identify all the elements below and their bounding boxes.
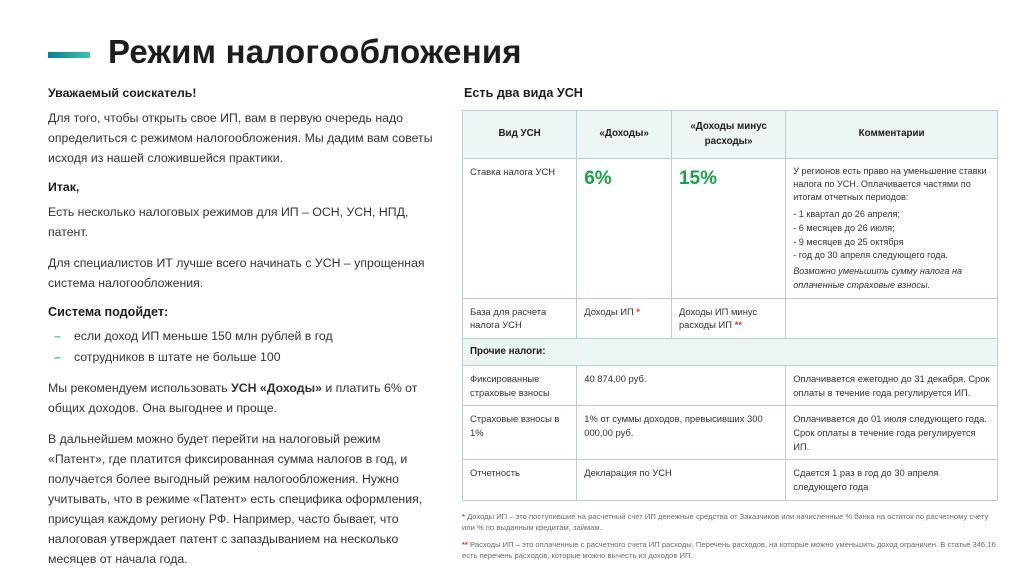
comment-intro: У регионов есть право на уменьшение ставки налога по УСН. Оплачивается частями по итогам отчетных периодов: [793,165,987,203]
comment-italic-note: Возможно уменьшить сумму налога на оплаченные страховые взносы. [793,266,963,290]
page-header [0,0,1024,70]
itak-label: Итак, [48,180,80,195]
comment-fixed-contributions: Оплачивается ежегодно до 31 декабря. Срок оплаты в течение года регулируется ИП. [786,366,998,406]
row-label-tax-base: База для расчета налога УСН [463,298,577,338]
footnotes [462,511,998,561]
footnote-income: * Доходы ИП – это поступившие на расчетный счет ИП денежные средства от Заказчиков или начисленные % банка на остаток по расчетному счету или % по выданным кредитам, займам. [462,511,989,532]
comment-period-item: - год до 30 апреля следующего года. [793,250,949,261]
list-item: – сотрудников в штате не больше 100 [48,348,438,368]
rate-dohody: 6% [577,158,672,298]
page-title: Режим налогообложения [108,33,522,70]
value-reporting: Декларация по УСН [577,460,786,500]
header-dohody-minus-rashody: «Доходы минус расходы» [671,111,785,158]
recommend-prefix: Мы рекомендуем использовать [48,381,232,396]
patent-paragraph: В дальнейшем можно будет перейти на налоговый режим «Патент», где платится фиксированная сумма налогов в год, и получается более выгодный режим налогообложения. Нужно учитывать, что в режиме «Патент» есть специфика оформления, присущая каждому региону РФ. Например, часто бывает, что налоговая утверждает патент с запаздыванием на несколько месяцев от начала года. [48,432,423,566]
left-column [48,86,438,580]
comment-tax-rate [786,158,998,298]
recommend-strong: УСН «Доходы» [231,381,322,396]
table-row [463,158,998,298]
comment-period-item: - 9 месяцев до 25 октября [793,236,904,247]
intro-paragraph: Для того, чтобы открыть свое ИП, вам в первую очередь надо определиться с режимом налогообложения. Мы дадим вам советы исходя из нашей сложившейся практики. [48,111,433,166]
base-dohody-minus: Доходы ИП минус расходы ИП ** [671,298,785,338]
regimes-paragraph: Есть несколько налоговых режимов для ИП – ОСН, УСН, НПД, патент. [48,205,409,239]
recommendation-paragraph [48,379,438,419]
suitable-list [48,327,438,368]
comment-period-item: - 1 квартал до 26 апреля; [793,209,901,220]
recommend-suffix: и платить 6% от общих доходов. Она выгоднее и проще. [48,381,418,416]
comment-period-item: - 6 месяцев до 26 июля; [793,222,895,233]
lead-greeting: Уважаемый соискатель! [48,86,197,101]
row-label-reporting: Отчетность [463,460,577,500]
row-label-tax-rate: Ставка налога УСН [463,158,577,298]
footnote-expenses: ** Расходы ИП – это оплаченные с расчетного счета ИП расходы. Перечень расходов, на которые можно уменьшить доход ограничен. В статье 346.16 есть перечень расходов, которые можно вычесть из доходов ИП. [462,539,996,560]
comment-one-percent: Оплачивается до 01 июля следующего года. Срок оплаты в течение года регулируется ИП. [786,406,998,460]
list-item: – если доход ИП меньше 150 млн рублей в год [48,327,438,347]
accent-bar [48,52,90,58]
table-row [463,298,998,338]
comment-tax-base [786,298,998,338]
content-columns [0,70,1024,580]
header-comments: Комментарии [786,111,998,158]
rate-dohody-minus: 15% [671,158,785,298]
table-row [463,366,998,406]
table-header-row [463,111,998,158]
suitable-title: Система подойдет: [48,304,169,319]
comment-period-list [793,208,990,262]
it-advice-paragraph: Для специалистов ИТ лучше всего начинать с УСН – упрощенная система налогообложения. [48,255,425,290]
right-column [462,86,998,580]
value-fixed-contributions: 40 874,00 руб. [577,366,786,406]
header-dohody: «Доходы» [577,111,672,158]
row-label-fixed-contributions: Фиксированные страховые взносы [463,366,577,406]
row-label-one-percent: Страховые взносы в 1% [463,406,577,460]
table-title: Есть два вида УСН [464,86,583,101]
table-row [463,406,998,460]
base-dohody [577,298,672,338]
value-one-percent: 1% от суммы доходов, превысивших 300 000,00 руб. [577,406,786,460]
section-row-other-taxes [463,339,998,366]
header-vid-usn: Вид УСН [463,111,577,158]
table-body [463,158,998,500]
table-row [463,460,998,500]
section-label-other-taxes: Прочие налоги: [463,339,998,366]
usn-table [462,110,998,500]
comment-reporting: Сдается 1 раз в год до 30 апреля следующего года [786,460,998,500]
base-dohody-text: Доходы ИП * [584,305,640,317]
table-head [463,111,998,158]
